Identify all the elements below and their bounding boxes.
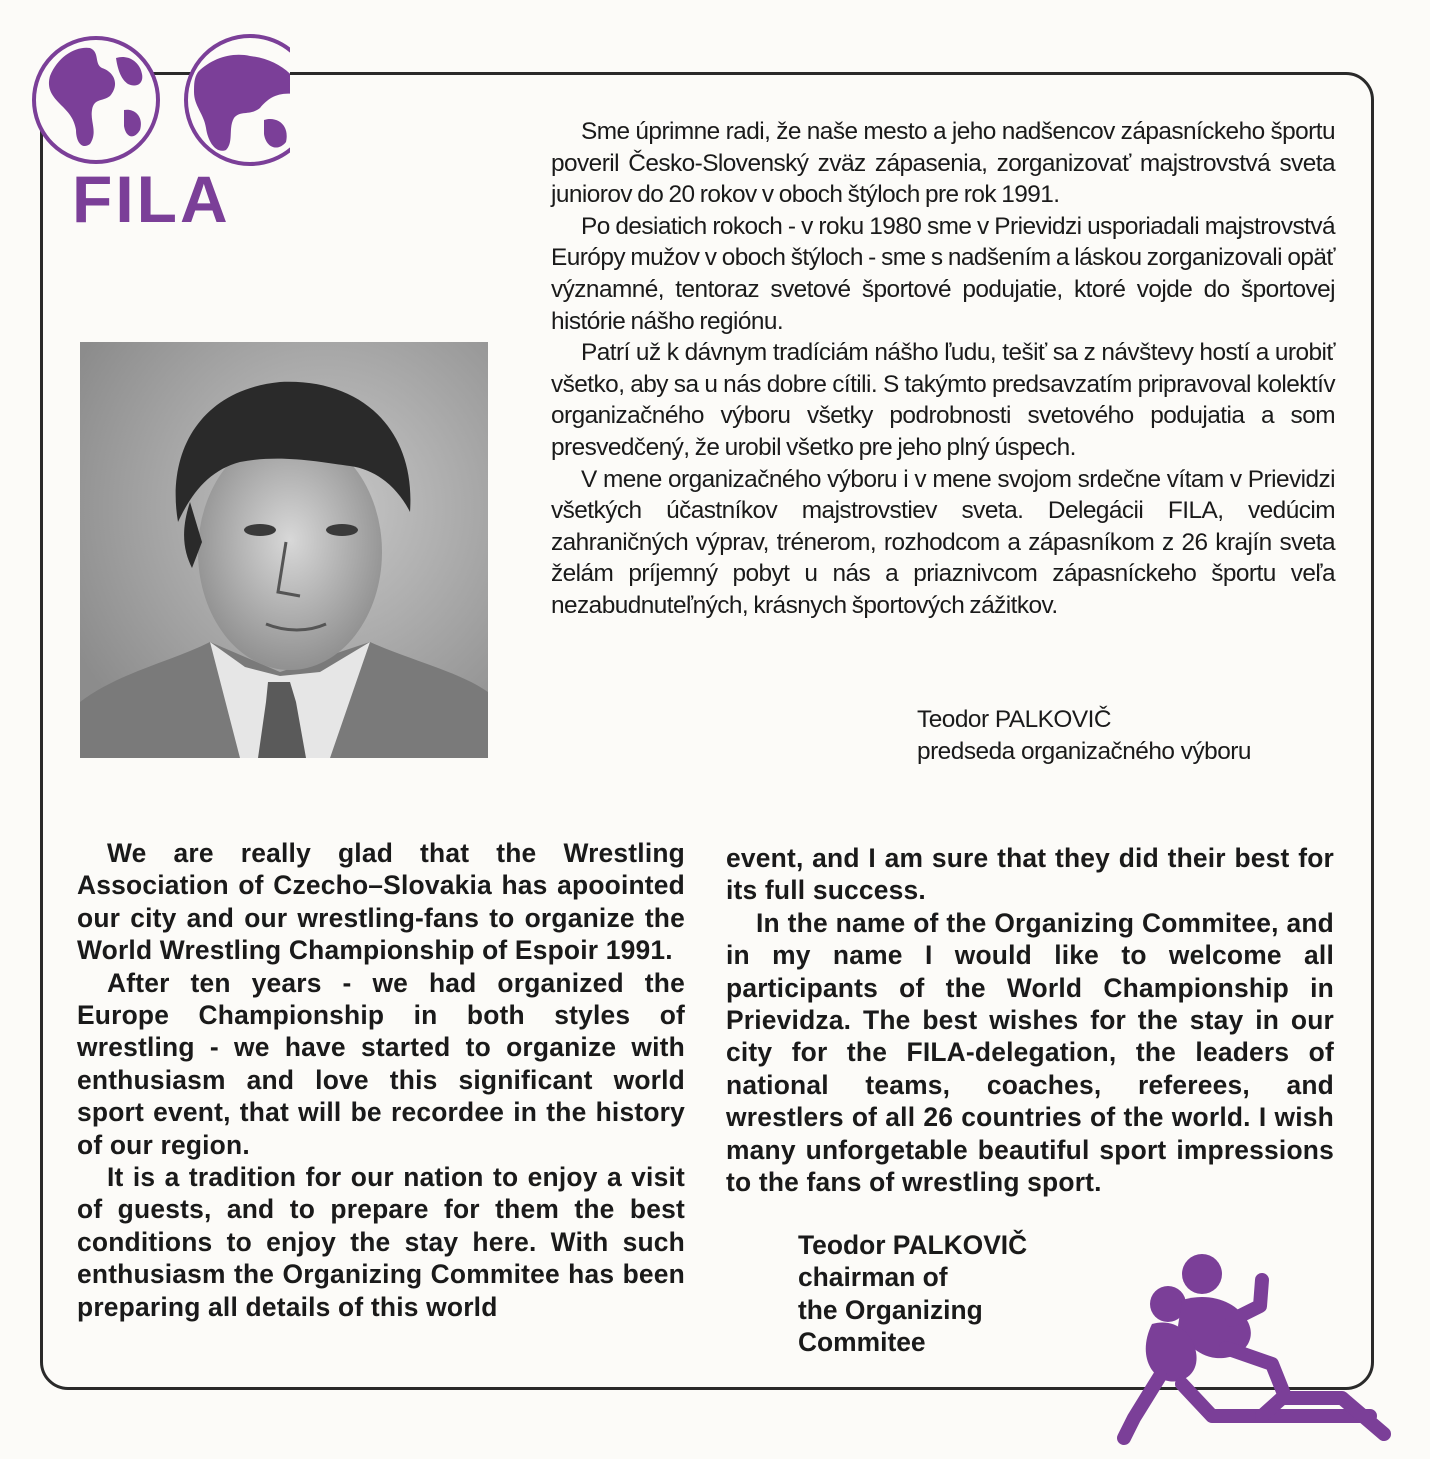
english-paragraph: event, and I am sure that they did their best for its full success. — [726, 843, 1334, 906]
portrait-photo — [80, 342, 488, 758]
signature-name: Teodor PALKOVIČ — [798, 1230, 1028, 1260]
signature-title: Commitee — [798, 1327, 926, 1358]
fila-wordmark: FILA — [72, 162, 231, 236]
slovak-text — [551, 116, 1335, 622]
slovak-paragraph: Patrí už k dávnym tradíciám nášho ľudu, tešiť sa z návštevy hostí a urobiť všetko, aby sa u nás dobre cítili. S takýmto predsavzatím pripravoval kolektív organizačného výboru všetky podrobnosti svetového podujatia a som presvedčený, že urobil všetko pre jeho plný úspech. — [551, 339, 1335, 461]
signature-title: the Organizing — [798, 1294, 983, 1325]
signature-title: chairman of — [798, 1262, 948, 1293]
slovak-signature — [917, 704, 1251, 767]
wrestlers-pictogram-icon — [1112, 1248, 1402, 1448]
slovak-paragraph: V mene organizačného výboru i v mene svojom srdečne vítam v Prievidzi všetkých účastníkov majstrovstiev sveta. Delegácii FILA, vedúcim zahraničných výprav, trénerom, rozhodcom a zápasníkom z 26 krajín sveta želám príjemný pobyt u nás a priaznivcom zápasníckeho športu veľa nezabudnuteľných, krásnych športových zážitkov. — [551, 465, 1335, 619]
english-paragraph: We are really glad that the Wrestling Association of Czecho–Slovakia has apoointed our city and our wrestling-fans to organize the World Wrestling Championship of Espoir 1991. — [77, 838, 685, 966]
english-left-column — [77, 837, 685, 1323]
english-paragraph: After ten years - we had organized the Europe Championship in both styles of wrestling - we have started to organize with enthusiasm and love this significant world sport event, that will be recordee in the history of our region. — [77, 967, 685, 1160]
slovak-paragraph: Sme úprimne radi, že naše mesto a jeho nadšencov zápasníckeho športu poveril Česko-Slovenský zväz zápasenia, zorganizovať majstrovstvá sveta juniorov do 20 rokov v oboch štýloch pre rok 1991. — [551, 118, 1335, 209]
globe-icon — [34, 38, 158, 162]
english-signature — [798, 1229, 1027, 1359]
english-paragraph: In the name of the Organizing Commitee, and in my name I would like to welcome all participants of the World Championship in Prievidza. The best wishes for the stay in our city for the FILA-delegation, the leaders of national teams, coaches, referees, and wrestlers of all 26 countries of the world. I wish many unforgetable beautiful sport impressions to the fans of wrestling sport. — [726, 907, 1334, 1198]
signature-title: predseda organizačného výboru — [917, 737, 1251, 765]
fila-logo — [28, 18, 290, 238]
english-right-column — [726, 842, 1334, 1198]
english-paragraph: It is a tradition for our nation to enjoy a visit of guests, and to prepare for them the best conditions to enjoy the stay here. With such enthusiasm the Organizing Commitee has been preparing all details of this world — [77, 1162, 685, 1322]
signature-name: Teodor PALKOVIČ — [917, 706, 1112, 733]
globe-icon — [186, 36, 290, 164]
slovak-paragraph: Po desiatich rokoch - v roku 1980 sme v Prievidzi usporiadali majstrovstvá Európy mužov v oboch štýloch - sme s nadšením a láskou zorganizovali opäť významné, tentoraz svetové športové podujatie, ktoré vojde do športovej histórie nášho regiónu. — [551, 212, 1335, 335]
